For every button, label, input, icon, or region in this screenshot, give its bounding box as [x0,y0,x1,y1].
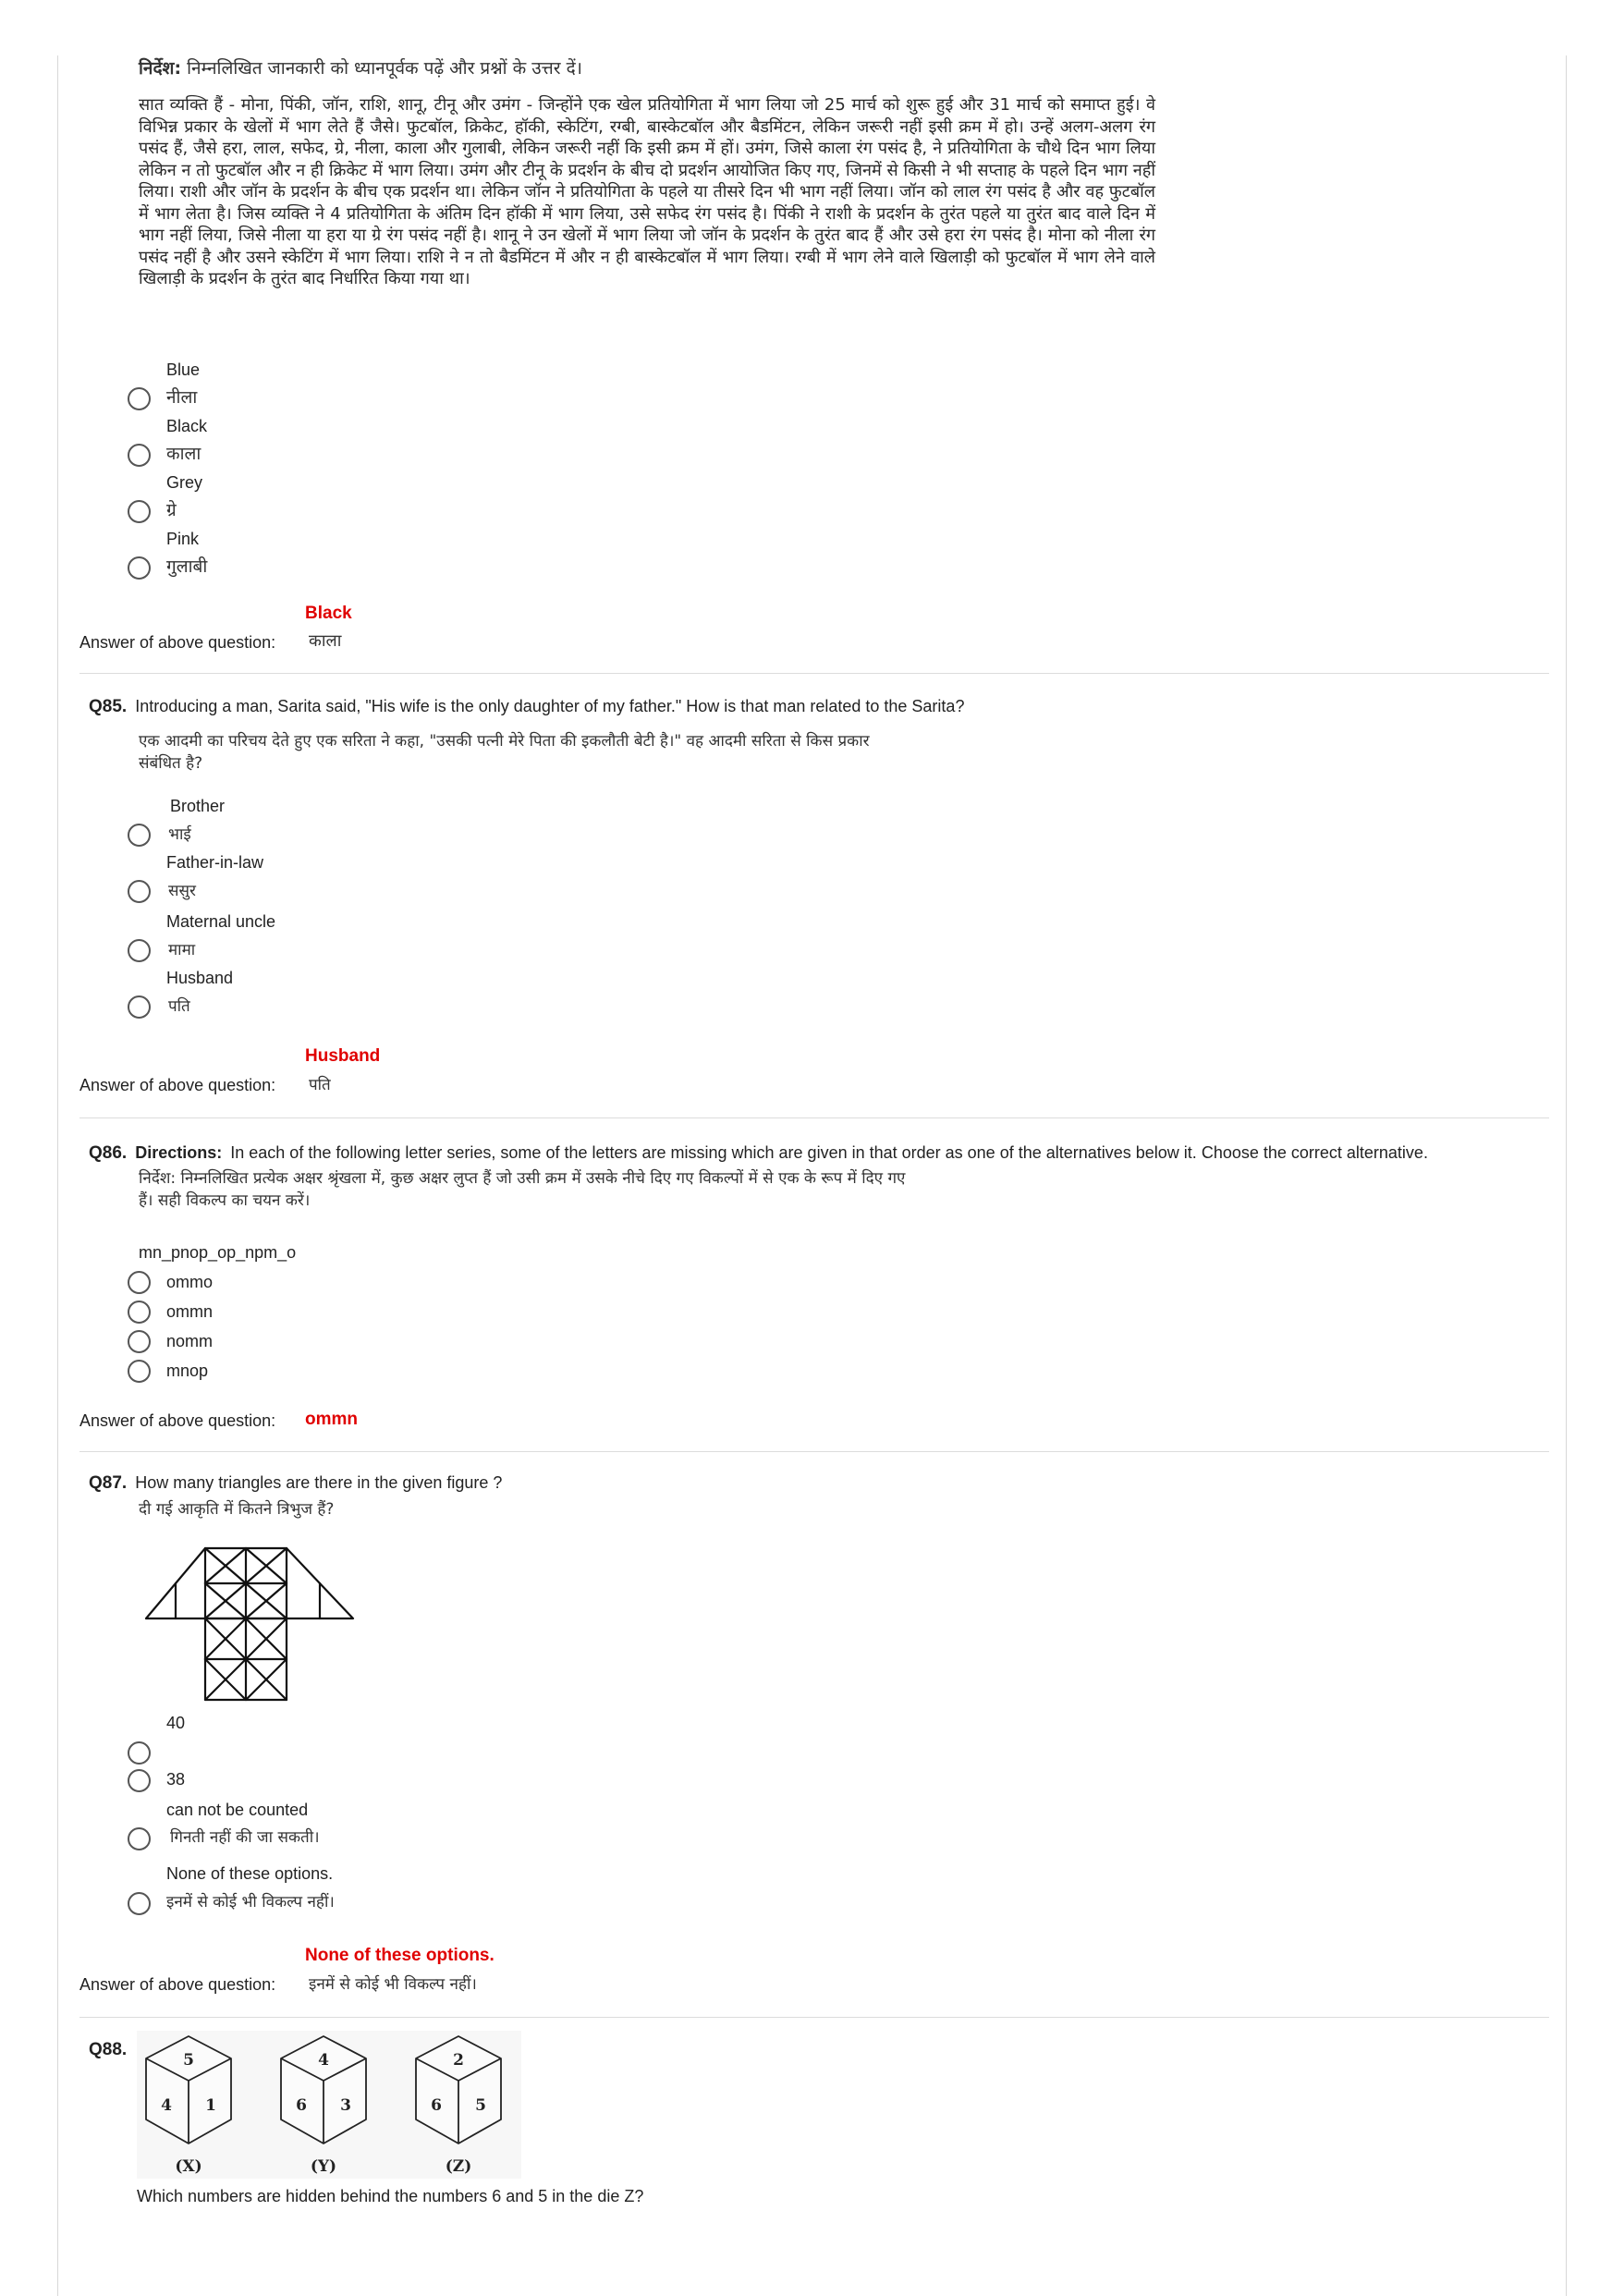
q86-text: In each of the following letter series, some of the letters are missing which are given in that order as one of the alternatives below it. Choose the correct alternative. [230,1143,1428,1162]
q84-option-3-radio[interactable] [128,500,151,523]
q85-option-4-radio[interactable] [128,995,151,1019]
q84-option-2-hi: काला [166,444,201,464]
q87-text: How many triangles are there in the given figure ? [135,1473,503,1492]
die-y-label: (Y) [310,2157,337,2176]
q86-hindi-line1: निर्देश: निम्नलिखित प्रत्येक अक्षर श्रृंखला में, कुछ अक्षर लुप्त हैं जो उसी क्रम में उसके नीचे दिए गए विकल्पों में से एक के रूप में दिए गए [139,1169,906,1188]
q84-option-4-radio[interactable] [128,556,151,580]
die-z-top: 2 [453,2051,464,2070]
q88-number: Q88. [89,2040,128,2059]
q84-option-3-hi: ग्रे [166,500,177,520]
q85-option-1-radio[interactable] [128,824,151,847]
q86-number: Q86. [89,1143,128,1163]
q85-option-2-en: Father-in-law [166,853,264,872]
q87-option-2-en: 38 [166,1770,186,1789]
separator [79,1117,1549,1118]
q87-question [89,1472,502,1495]
q85-option-1-hi: भाई [168,825,191,844]
q84-answer-hi: काला [309,631,342,651]
q86-option-1-radio[interactable] [128,1271,151,1294]
dice-figure [137,2031,521,2179]
answer-label: Answer of above question: [79,1975,276,1994]
q86-option-3: nomm [166,1332,214,1350]
q84-option-1-radio[interactable] [128,387,151,410]
separator [79,2017,1549,2018]
die-z-right: 5 [475,2096,486,2115]
q85-question [89,695,964,718]
q87-option-3-en: can not be counted [166,1801,309,1819]
q86-option-4-radio[interactable] [128,1360,151,1383]
passage: सात व्यक्ति हैं - मोना, पिंकी, जॉन, राशि, शानू, टीनू और उमंग - जिन्होंने एक खेल प्रतियोगिता में भाग लिया जो 25 मार्च को शुरू हुई और 31 मार्च को समाप्त हुई। वे विभिन्न प्रकार के खेलों में भाग लेते हैं जैसे। फुटबॉल, क्रिकेट, हॉकी, स्केटिंग, रग्बी, बास्केटबॉल और बैडमिंटन, लेकिन जरूरी नहीं इसी क्रम में हो। उन्हें अलग-अलग रंग पसंद हैं, जैसे हरा, लाल, सफेद, ग्रे, नीला, काला और गुलाबी, लेकिन जरूरी नहीं कि इसी क्रम में हों। उमंग, जिसे काला रंग पसंद है, ने प्रतियोगिता के चौथे दिन भाग लिया लेकिन न तो फुटबॉल और न ही क्रिकेट में भाग लिया। उमंग और टीनू के प्रदर्शन के बीच दो प्रदर्शन आयोजित किए गए, जिनमें से किसी ने भी सप्ताह के पहले दिन भाग नहीं लिया। राशी और जॉन के प्रदर्शन के बीच एक प्रदर्शन था। लेकिन जॉन ने प्रतियोगिता के पहले या तीसरे दिन भी भाग नहीं लिया। जॉन को लाल रंग पसंद है और वह फुटबॉल में भाग लेता है। जिस व्यक्ति ने 4 प्रतियोगिता के अंतिम दिन हॉकी में भाग लिया, उसे सफेद रंग पसंद है। पिंकी ने राशी के प्रदर्शन के तुरंत पहले या तुरंत बाद वाले दिन में भाग नहीं लिया, जिसे नीला या हरा या ग्रे रंग पसंद नहीं है। शानू ने उन खेलों में भाग लिया जो जॉन के प्रदर्शन के तुरंत बाद हैं और उसे हरा रंग पसंद है। मोना को नीला रंग पसंद नहीं है और उसने स्केटिंग में भाग लिया। राशि ने न तो बैडमिंटन में और न ही बास्केटबॉल में भाग लिया। रग्बी में भाग लेने वाले खिलाड़ी को फुटबॉल में भाग लेने वाले खिलाड़ी के प्रदर्शन के तुरंत बाद निर्धारित किया गया था। [139,95,1155,288]
answer-label: Answer of above question: [79,633,276,652]
q85-option-2-hi: ससुर [168,882,196,900]
q85-text: Introducing a man, Sarita said, "His wife is the only daughter of my father." How is that man related to the Sarita? [135,697,965,715]
q85-number: Q85. [89,697,128,716]
q86-series: mn_pnop_op_npm_o [139,1243,297,1262]
die-z-label: (Z) [445,2157,472,2176]
q87-option-3-radio[interactable] [128,1827,151,1850]
q85-hindi-line2: संबंधित है? [139,754,203,773]
q84-option-2-en: Black [166,417,208,435]
die-x-label: (X) [175,2157,202,2176]
directions-text: निम्नलिखित जानकारी को ध्यानपूर्वक पढ़ें और प्रश्नों के उत्तर दें। [187,58,582,79]
die-y-top: 4 [318,2051,329,2070]
q84-option-1-hi: नीला [166,387,198,408]
q84-option-1-en: Blue [166,360,201,379]
die-x-left: 4 [161,2096,172,2115]
q85-answer-hi: पति [309,1076,331,1094]
q87-hindi: दी गई आकृति में कितने त्रिभुज हैं? [139,1500,335,1519]
q86-directions-label: Directions: [135,1143,223,1162]
separator [79,673,1549,674]
die-x-right: 1 [205,2096,216,2115]
q84-option-3-en: Grey [166,473,203,492]
q85-option-3-hi: मामा [168,941,196,959]
q84-option-2-radio[interactable] [128,444,151,467]
separator [79,1451,1549,1452]
q85-option-3-radio[interactable] [128,939,151,962]
directions-heading: निर्देश: [139,58,182,79]
q86-option-2-radio[interactable] [128,1301,151,1324]
q87-answer-hi: इनमें से कोई भी विकल्प नहीं। [309,1975,477,1994]
answer-label: Answer of above question: [79,1076,276,1094]
q84-answer-en: Black [305,604,352,623]
q87-option-3-hi: गिनती नहीं की जा सकती। [170,1828,320,1847]
q87-answer-en: None of these options. [305,1946,495,1965]
q88-text: Which numbers are hidden behind the numbers 6 and 5 in the die Z? [137,2187,644,2205]
q85-option-3-en: Maternal uncle [166,912,276,931]
q85-option-4-en: Husband [166,969,234,987]
q87-option-2-radio[interactable] [128,1769,151,1792]
triangle-figure [139,1539,360,1705]
q87-option-1-en: 40 [166,1714,186,1732]
q86-question [89,1142,1568,1165]
die-y-left: 6 [296,2096,307,2115]
q84-option-4-en: Pink [166,530,200,548]
left-border [57,55,58,2296]
die-x-top: 5 [183,2051,194,2070]
dice-svg [137,2031,521,2179]
q85-option-2-radio[interactable] [128,880,151,903]
q87-option-4-en: None of these options. [166,1864,334,1883]
q86-option-1: ommo [166,1273,214,1291]
q87-option-1-radio[interactable] [128,1741,151,1765]
q85-hindi-line1: एक आदमी का परिचय देते हुए एक सरिता ने कहा, "उसकी पत्नी मेरे पिता की इकलौती बेटी है।" वह आदमी सरिता से किस प्रकार [139,732,870,751]
die-y-right: 3 [340,2096,351,2115]
q87-number: Q87. [89,1473,128,1493]
q86-hindi-line2: हैं। सही विकल्प का चयन करें। [139,1191,311,1210]
right-border [1566,55,1567,2296]
q85-answer-en: Husband [305,1046,381,1066]
q86-option-4: mnop [166,1362,209,1380]
q86-option-3-radio[interactable] [128,1330,151,1353]
answer-label: Answer of above question: [79,1411,276,1430]
directions-line [139,57,582,80]
die-z-left: 6 [431,2096,442,2115]
q86-answer: ommn [305,1410,358,1429]
q84-option-4-hi: गुलाबी [166,556,208,577]
q86-option-2: ommn [166,1302,214,1321]
q87-option-4-radio[interactable] [128,1892,151,1915]
q85-option-4-hi: पति [168,997,190,1016]
q85-option-1-en: Brother [170,797,226,815]
q87-option-4-hi: इनमें से कोई भी विकल्प नहीं। [166,1893,335,1911]
